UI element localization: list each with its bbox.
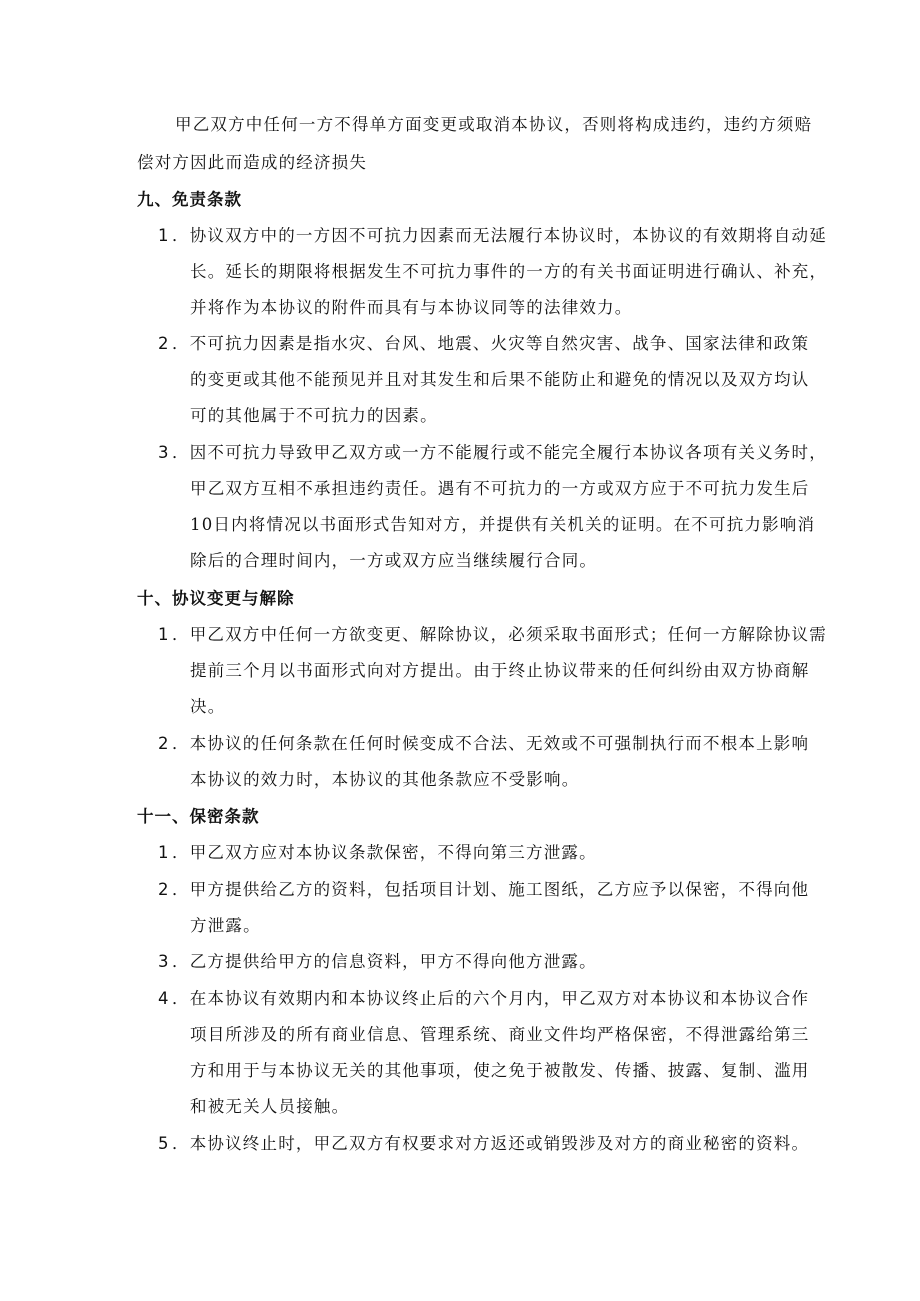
- section-11-item-5-line-1: ．本协议终止时，甲乙双方有权要求对方返还或销毁涉及对方的商业秘密的资料。: [172, 1134, 810, 1153]
- section-9-item-2-line-1: ．不可抗力因素是指水灾、台风、地震、火灾等自然灾害、战争、国家法律和政策: [172, 334, 810, 353]
- section-9-item-2-line-3: 可的其他属于不可抗力的因素。: [190, 406, 438, 425]
- section-9-item-1-line-1: ．协议双方中的一方因不可抗力因素而无法履行本协议时，本协议的有效期将自动延: [172, 226, 827, 245]
- section-9-item-2-line-2: 的变更或其他不能预见并且对其发生和后果不能防止和避免的情况以及双方均认: [190, 370, 810, 389]
- section-11-item-3-line-1: ．乙方提供给甲方的信息资料，甲方不得向他方泄露。: [172, 952, 597, 971]
- intro-line-1: 甲乙双方中任何一方不得单方面变更或取消本协议，否则将构成违约，违约方须赔: [175, 115, 813, 134]
- section-11-item-4-line-3: 方和用于与本协议无关的其他事项，使之免于被散发、传播、披露、复制、滥用: [190, 1061, 810, 1080]
- section-11-heading: 十一、保密条款: [137, 807, 260, 826]
- section-11-item-4-number: 4: [158, 989, 169, 1008]
- section-11-item-4-line-4: 和被无关人员接触。: [190, 1097, 350, 1116]
- section-11-item-2-line-1: ．甲方提供给乙方的资料，包括项目计划、施工图纸，乙方应予以保密，不得向他: [172, 880, 810, 899]
- section-11-item-4-line-2: 项目所涉及的所有商业信息、管理系统、商业文件均严格保密，不得泄露给第三: [190, 1025, 810, 1044]
- section-10-item-2-line-1: ．本协议的任何条款在任何时候变成不合法、无效或不可强制执行而不根本上影响: [172, 734, 810, 753]
- section-11-item-2-number: 2: [158, 880, 169, 899]
- intro-line-2: 偿对方因此而造成的经济损失: [137, 153, 368, 172]
- section-10-item-1-number: 1: [158, 625, 169, 644]
- section-9-item-3-number: 3: [158, 443, 169, 462]
- section-11-item-3-number: 3: [158, 952, 169, 971]
- section-9-heading: 九、免责条款: [137, 190, 242, 209]
- section-9-item-1-line-3: 并将作为本协议的附件而具有与本协议同等的法律效力。: [190, 298, 633, 317]
- section-10-item-1-line-1: ．甲乙双方中任何一方欲变更、解除协议，必须采取书面形式；任何一方解除协议需: [172, 625, 827, 644]
- section-10-item-1-line-2: 提前三个月以书面形式向对方提出。由于终止协议带来的任何纠纷由双方协商解: [190, 661, 810, 680]
- section-11-item-1-number: 1: [158, 843, 169, 862]
- section-10-item-2-line-2: 本协议的效力时，本协议的其他条款应不受影响。: [190, 770, 580, 789]
- section-10-heading: 十、协议变更与解除: [137, 589, 295, 608]
- section-9-item-3-line-2: 甲乙双方互相不承担违约责任。遇有不可抗力的一方或双方应于不可抗力发生后: [190, 479, 810, 498]
- section-9-item-3-line-3: 10日内将情况以书面形式告知对方，并提供有关机关的证明。在不可抗力影响消: [190, 515, 816, 534]
- section-11-item-4-line-1: ．在本协议有效期内和本协议终止后的六个月内，甲乙双方对本协议和本协议合作: [172, 989, 810, 1008]
- section-9-item-3-line-4: 除后的合理时间内，一方或双方应当继续履行合同。: [190, 551, 598, 570]
- section-11-item-1-line-1: ．甲乙双方应对本协议条款保密，不得向第三方泄露。: [172, 843, 597, 862]
- section-11-item-5-number: 5: [158, 1134, 169, 1153]
- section-10-item-2-number: 2: [158, 734, 169, 753]
- section-11-item-2-line-2: 方泄露。: [190, 916, 261, 935]
- section-9-item-2-number: 2: [158, 334, 169, 353]
- section-9-item-1-number: 1: [158, 226, 169, 245]
- section-10-item-1-line-3: 决。: [190, 697, 226, 716]
- section-9-item-1-line-2: 长。延长的期限将根据发生不可抗力事件的一方的有关书面证明进行确认、补充，: [190, 262, 828, 281]
- section-9-item-3-line-1: ．因不可抗力导致甲乙双方或一方不能履行或不能完全履行本协议各项有关义务时，: [172, 443, 827, 462]
